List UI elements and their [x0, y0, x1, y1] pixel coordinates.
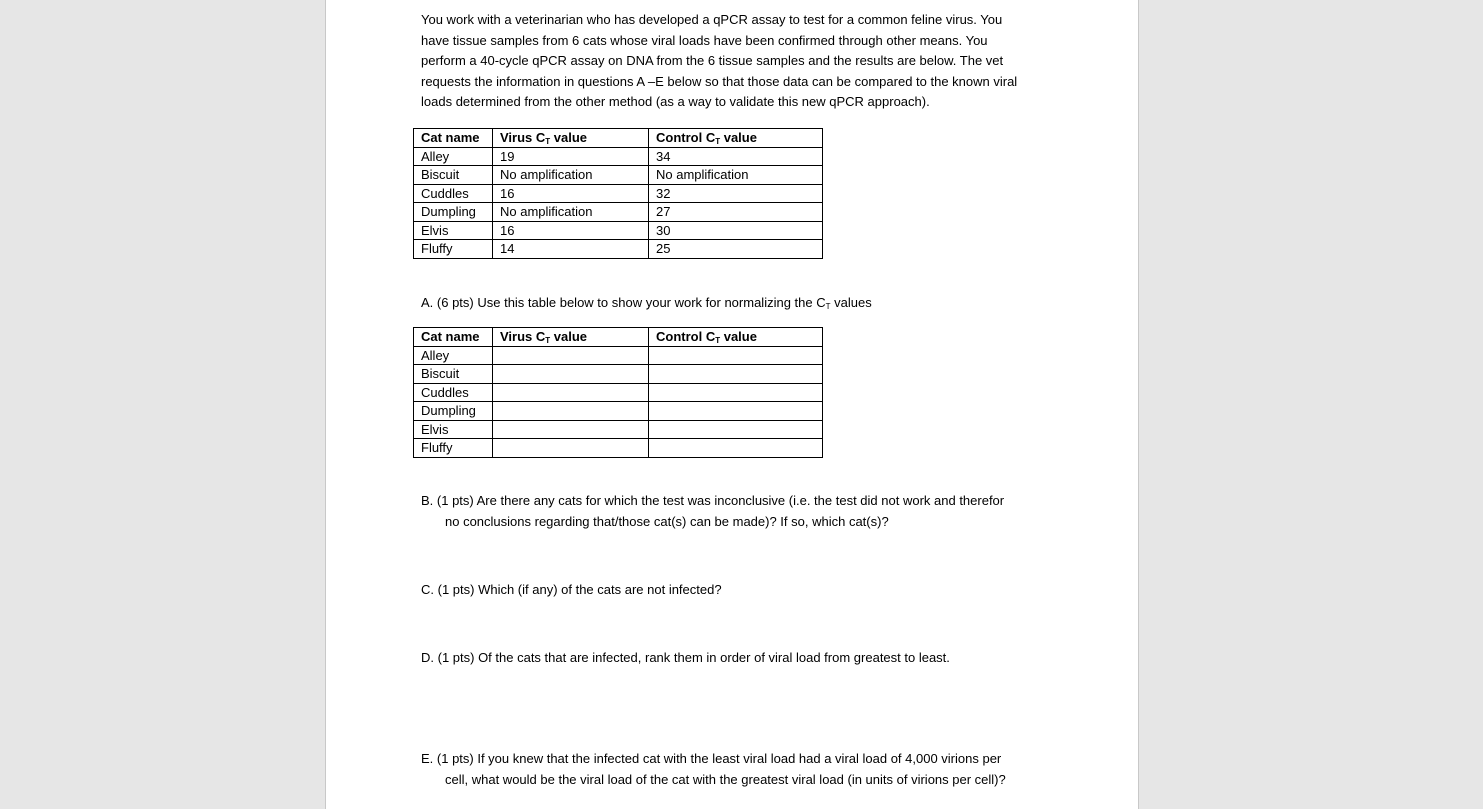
header-value-suffix: value: [720, 329, 757, 344]
table-row: [414, 365, 823, 384]
question-e-line2: cell, what would be the viral load of the cat with the greatest viral load (in units of virions per cell)?: [445, 772, 1006, 787]
intro-line: loads determined from the other method (as a way to validate this new qPCR approach).: [421, 94, 930, 109]
subscript-t: T: [715, 137, 721, 146]
table-row: [414, 420, 823, 439]
table-row: [414, 240, 823, 259]
cell-virus-ct: 19: [493, 147, 649, 166]
table-row: [414, 439, 823, 458]
question-b-line1: B. (1 pts) Are there any cats for which the test was inconclusive (i.e. the test did not work and therefor: [421, 493, 1005, 508]
results-table: [413, 128, 823, 259]
header-cat-name: Cat name: [414, 328, 493, 347]
header-virus-prefix: Virus C: [500, 130, 546, 145]
cell-virus-ct: 14: [493, 240, 649, 259]
intro-paragraph: [421, 10, 1061, 113]
cell-virus-ct-blank: [493, 402, 649, 421]
table-row: [414, 184, 823, 203]
cell-cat-name: Alley: [414, 346, 493, 365]
intro-line: have tissue samples from 6 cats whose viral loads have been confirmed through other means. You: [421, 32, 988, 48]
question-e: [421, 748, 1061, 790]
cell-cat-name: Biscuit: [414, 166, 493, 185]
cell-control-ct-blank: [649, 365, 823, 384]
question-a: [421, 292, 1061, 313]
table-row: [414, 166, 823, 185]
normalization-table: [413, 327, 823, 458]
subscript-t: T: [715, 336, 721, 345]
header-value-suffix: value: [550, 130, 588, 145]
header-virus-ct: [493, 328, 649, 347]
header-value-suffix: value: [720, 130, 757, 145]
cell-control-ct: 34: [649, 147, 823, 166]
header-value-suffix: value: [550, 329, 588, 344]
cell-cat-name: Cuddles: [414, 184, 493, 203]
table-row: [414, 383, 823, 402]
cell-cat-name: Dumpling: [414, 203, 493, 222]
table-row: [414, 402, 823, 421]
cell-virus-ct: 16: [493, 184, 649, 203]
subscript-t: T: [545, 336, 551, 345]
cell-cat-name: Biscuit: [414, 365, 493, 384]
question-e-line1: E. (1 pts) If you knew that the infected cat with the least viral load had a viral load of 4,000 virions per: [421, 751, 1002, 766]
cell-virus-ct: 16: [493, 221, 649, 240]
cell-cat-name: Alley: [414, 147, 493, 166]
header-control-ct: [649, 129, 823, 148]
header-virus-ct: [493, 129, 649, 148]
intro-line: requests the information in questions A –E below so that those data can be compared to the known viral: [421, 73, 1018, 89]
question-d: [421, 647, 1061, 668]
table-row: [414, 147, 823, 166]
subscript-t: T: [545, 137, 551, 146]
header-cat-name: Cat name: [414, 129, 493, 148]
question-c-line1: C. (1 pts) Which (if any) of the cats are not infected?: [421, 582, 722, 597]
question-c: [421, 579, 1061, 600]
cell-control-ct: 27: [649, 203, 823, 222]
header-control-ct: [649, 328, 823, 347]
cell-cat-name: Fluffy: [414, 439, 493, 458]
cell-cat-name: Cuddles: [414, 383, 493, 402]
table-row: [414, 346, 823, 365]
cell-cat-name: Elvis: [414, 221, 493, 240]
cell-control-ct: No amplification: [649, 166, 823, 185]
question-b-line2: no conclusions regarding that/those cat(s) can be made)? If so, which cat(s)?: [445, 514, 889, 529]
document-page: [325, 0, 1139, 809]
cell-control-ct-blank: [649, 383, 823, 402]
cell-virus-ct-blank: [493, 365, 649, 384]
cell-control-ct: 25: [649, 240, 823, 259]
cell-cat-name: Dumpling: [414, 402, 493, 421]
question-a-prefix: A. (6 pts) Use this table below to show your work for normalizing the C: [421, 295, 826, 310]
subscript-t: T: [825, 302, 831, 311]
intro-line: perform a 40-cycle qPCR assay on DNA from the 6 tissue samples and the results are below. The vet: [421, 53, 1004, 68]
cell-virus-ct-blank: [493, 439, 649, 458]
table-header-row: [414, 129, 823, 148]
cell-control-ct-blank: [649, 420, 823, 439]
header-control-prefix: Control C: [656, 130, 716, 145]
cell-virus-ct: No amplification: [493, 203, 649, 222]
cell-control-ct: 30: [649, 221, 823, 240]
header-virus-prefix: Virus C: [500, 329, 546, 344]
header-control-prefix: Control C: [656, 329, 716, 344]
intro-line: You work with a veterinarian who has developed a qPCR assay to test for a common feline virus. You: [421, 12, 1003, 27]
cell-cat-name: Elvis: [414, 420, 493, 439]
cell-control-ct-blank: [649, 346, 823, 365]
table-row: [414, 203, 823, 222]
cell-control-ct-blank: [649, 402, 823, 421]
cell-virus-ct-blank: [493, 346, 649, 365]
table-header-row: [414, 328, 823, 347]
cell-virus-ct-blank: [493, 383, 649, 402]
cell-cat-name: Fluffy: [414, 240, 493, 259]
table-row: [414, 221, 823, 240]
cell-control-ct: 32: [649, 184, 823, 203]
cell-control-ct-blank: [649, 439, 823, 458]
question-a-suffix: values: [830, 295, 872, 310]
cell-virus-ct: No amplification: [493, 166, 649, 185]
cell-virus-ct-blank: [493, 420, 649, 439]
question-b: [421, 490, 1061, 532]
question-d-line1: D. (1 pts) Of the cats that are infected, rank them in order of viral load from greatest to least.: [421, 650, 950, 665]
